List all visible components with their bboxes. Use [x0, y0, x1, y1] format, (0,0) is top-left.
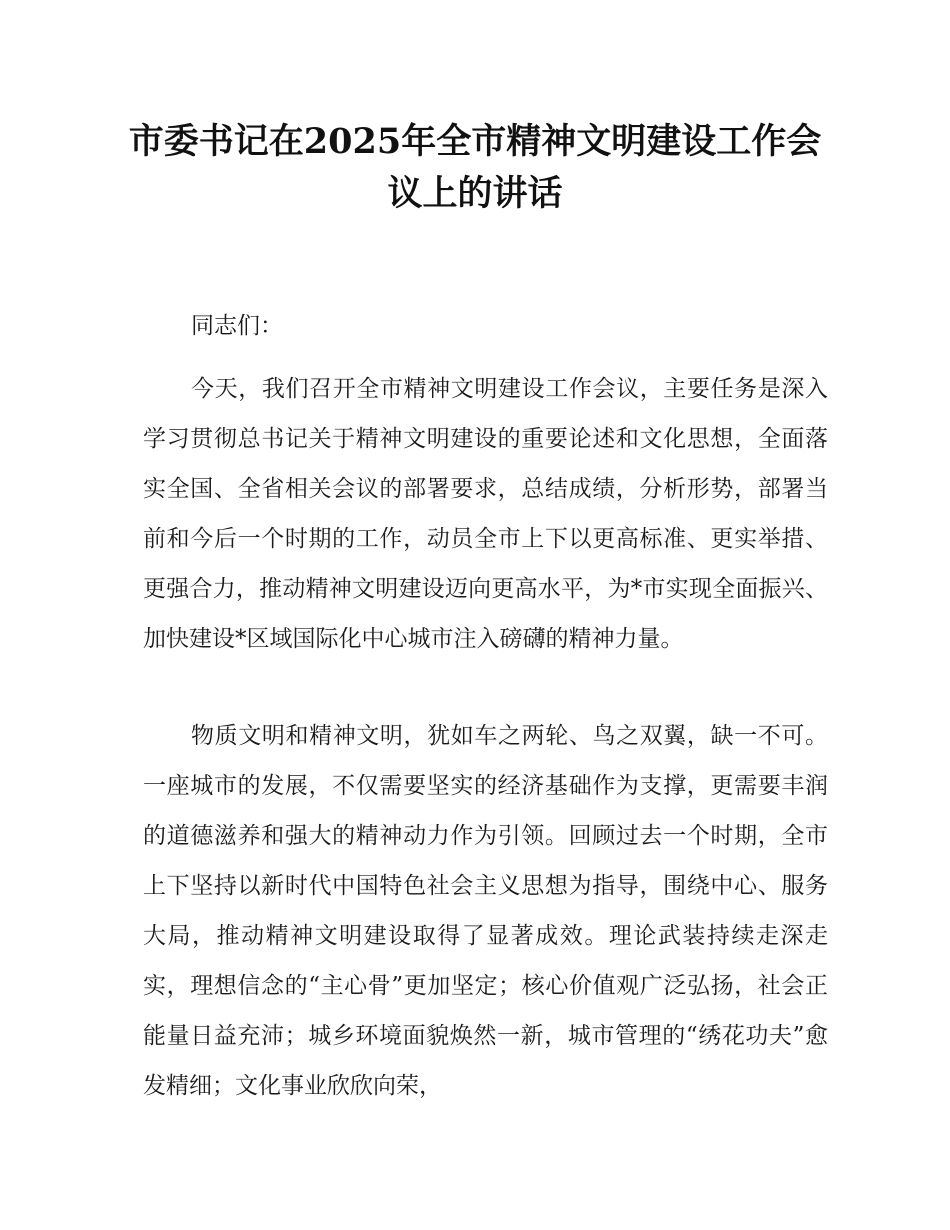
document-title: 市委书记在2025年全市精神文明建设工作会议上的讲话 [128, 121, 822, 214]
salutation: 同志们： [191, 313, 283, 339]
paragraph-2: 物质文明和精神文明，犹如车之两轮、鸟之双翼，缺一不可。一座城市的发展，不仅需要坚实的经济基础作为支撑，更需要丰润的道德滋养和强大的精神动力作为引领。回顾过去一个时期，全市上下坚持以新时代中国特色社会主义思想为指导，围绕中心、服务大局，推动精神文明建设取得了显著成效。理论武装持续走深走实，理想信念的“主心骨”更加坚定；核心价值观广泛弘扬，社会正能量日益充沛；城乡环境面貌焕然一新，城市管理的“绣花功夫”愈发精细；文化事业欣欣向荣， [143, 723, 828, 1099]
paragraph-1: 今天，我们召开全市精神文明建设工作会议，主要任务是深入学习贯彻总书记关于精神文明建设的重要论述和文化思想，全面落实全国、全省相关会议的部署要求，总结成绩，分析形势，部署当前和今后一个时期的工作，动员全市上下以更高标准、更实举措、更强合力，推动精神文明建设迈向更高水平，为*市实现全面振兴、加快建设*区域国际化中心城市注入磅礴的精神力量。 [143, 376, 828, 652]
